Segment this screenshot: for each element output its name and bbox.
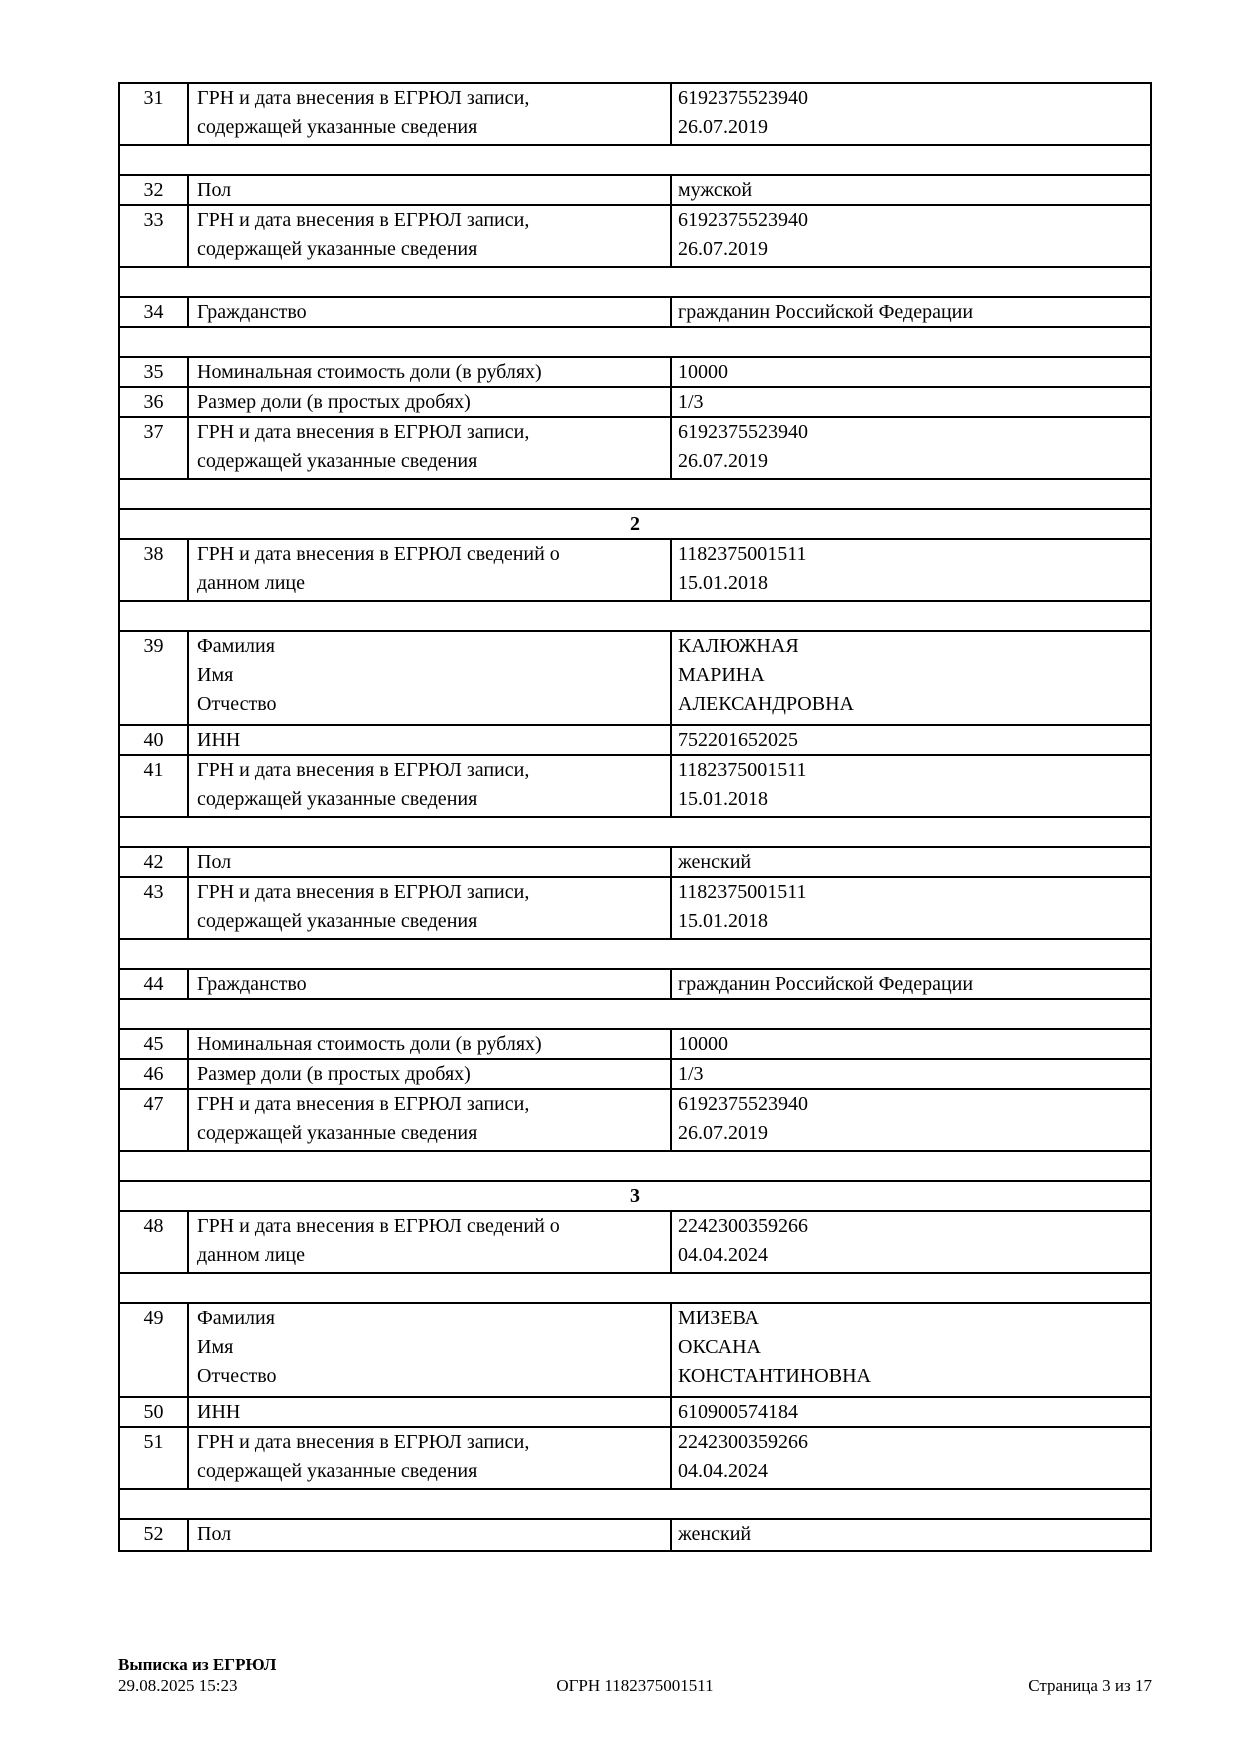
spacer-row [120, 1274, 1150, 1304]
table-row-46 [120, 1060, 1150, 1090]
row-number: 47 [120, 1090, 189, 1150]
row-value: женский [678, 851, 752, 873]
row-number: 34 [120, 298, 189, 326]
row-label: Пол [189, 1520, 672, 1550]
footer-document-title: Выписка из ЕГРЮЛ [118, 1655, 277, 1674]
table-row-42 [120, 848, 1150, 878]
row-number: 37 [120, 418, 189, 478]
table-row-39 [120, 632, 1150, 726]
row-label: Номинальная стоимость доли (в рублях) [189, 1030, 672, 1058]
row-label: ГРН и дата внесения в ЕГРЮЛ записи, содержащей указанные сведения [189, 1428, 672, 1488]
egrul-extract-table [118, 82, 1152, 1552]
row-label: ГРН и дата внесения в ЕГРЮЛ сведений о данном лице [189, 1212, 672, 1272]
row-value: 1182375001511 15.01.2018 [678, 759, 807, 810]
row-number: 51 [120, 1428, 189, 1488]
row-label: ГРН и дата внесения в ЕГРЮЛ сведений о данном лице [189, 540, 672, 600]
table-row-37 [120, 418, 1150, 480]
row-label: Фамилия Имя Отчество [189, 632, 672, 724]
row-number: 44 [120, 970, 189, 998]
spacer-row [120, 268, 1150, 298]
spacer-row [120, 1490, 1150, 1520]
row-value: МИЗЕВА ОКСАНА КОНСТАНТИНОВНА [678, 1307, 871, 1387]
spacer-row [120, 818, 1150, 848]
row-value: 10000 [678, 361, 728, 383]
section-header-2: 2 [120, 510, 1150, 540]
row-value: гражданин Российской Федерации [678, 301, 974, 323]
row-label: Пол [189, 848, 672, 876]
spacer-row [120, 1000, 1150, 1030]
row-value: 610900574184 [678, 1401, 798, 1423]
row-number: 49 [120, 1304, 189, 1396]
row-value: 6192375523940 26.07.2019 [678, 209, 808, 260]
row-value: 2242300359266 04.04.2024 [678, 1215, 808, 1266]
row-number: 42 [120, 848, 189, 876]
row-value: 1/3 [678, 1063, 704, 1085]
table-row-47 [120, 1090, 1150, 1152]
row-value: КАЛЮЖНАЯ МАРИНА АЛЕКСАНДРОВНА [678, 635, 854, 715]
row-value: 6192375523940 26.07.2019 [678, 1093, 808, 1144]
table-row-31 [120, 84, 1150, 146]
row-number: 52 [120, 1520, 189, 1550]
footer-ogrn: ОГРН 1182375001511 [556, 1676, 714, 1695]
table-row-36 [120, 388, 1150, 418]
spacer-row [120, 146, 1150, 176]
row-value: 6192375523940 26.07.2019 [678, 87, 808, 138]
row-label: Пол [189, 176, 672, 204]
row-label: ГРН и дата внесения в ЕГРЮЛ записи, содержащей указанные сведения [189, 418, 672, 478]
row-number: 39 [120, 632, 189, 724]
row-label: Гражданство [189, 298, 672, 326]
row-number: 38 [120, 540, 189, 600]
spacer-row [120, 1152, 1150, 1182]
row-value: 752201652025 [678, 729, 798, 751]
row-label: ГРН и дата внесения в ЕГРЮЛ записи, содержащей указанные сведения [189, 1090, 672, 1150]
row-label: ИНН [189, 726, 672, 754]
spacer-row [120, 602, 1150, 632]
row-number: 35 [120, 358, 189, 386]
row-number: 50 [120, 1398, 189, 1426]
footer-page-number: Страница 3 из 17 [1028, 1676, 1152, 1695]
row-number: 32 [120, 176, 189, 204]
table-row-45 [120, 1030, 1150, 1060]
section-header-3: 3 [120, 1182, 1150, 1212]
table-row-48 [120, 1212, 1150, 1274]
row-number: 45 [120, 1030, 189, 1058]
table-row-43 [120, 878, 1150, 940]
row-label: Фамилия Имя Отчество [189, 1304, 672, 1396]
row-value: 10000 [678, 1033, 728, 1055]
row-number: 43 [120, 878, 189, 938]
row-number: 36 [120, 388, 189, 416]
row-number: 48 [120, 1212, 189, 1272]
row-value: 1/3 [678, 391, 704, 413]
table-row-44 [120, 970, 1150, 1000]
row-value: женский [678, 1523, 752, 1545]
row-number: 33 [120, 206, 189, 266]
row-number: 41 [120, 756, 189, 816]
row-value: гражданин Российской Федерации [678, 973, 974, 995]
row-label: Гражданство [189, 970, 672, 998]
table-row-50 [120, 1398, 1150, 1428]
row-number: 31 [120, 84, 189, 144]
row-value: 1182375001511 15.01.2018 [678, 881, 807, 932]
spacer-row [120, 940, 1150, 970]
row-value: 2242300359266 04.04.2024 [678, 1431, 808, 1482]
row-label: ГРН и дата внесения в ЕГРЮЛ записи, содержащей указанные сведения [189, 756, 672, 816]
spacer-row [120, 480, 1150, 510]
row-number: 40 [120, 726, 189, 754]
row-label: ГРН и дата внесения в ЕГРЮЛ записи, содержащей указанные сведения [189, 878, 672, 938]
table-row-35 [120, 358, 1150, 388]
table-row-40 [120, 726, 1150, 756]
table-row-52 [120, 1520, 1150, 1550]
row-label: ГРН и дата внесения в ЕГРЮЛ записи, содержащей указанные сведения [189, 84, 672, 144]
row-label: ГРН и дата внесения в ЕГРЮЛ записи, содержащей указанные сведения [189, 206, 672, 266]
row-value: 1182375001511 15.01.2018 [678, 543, 807, 594]
row-value: мужской [678, 179, 753, 201]
row-label: Размер доли (в простых дробях) [189, 1060, 672, 1088]
table-row-32 [120, 176, 1150, 206]
table-row-38 [120, 540, 1150, 602]
row-label: Номинальная стоимость доли (в рублях) [189, 358, 672, 386]
spacer-row [120, 328, 1150, 358]
table-row-34 [120, 298, 1150, 328]
row-value: 6192375523940 26.07.2019 [678, 421, 808, 472]
table-row-33 [120, 206, 1150, 268]
row-label: ИНН [189, 1398, 672, 1426]
table-row-41 [120, 756, 1150, 818]
row-label: Размер доли (в простых дробях) [189, 388, 672, 416]
row-number: 46 [120, 1060, 189, 1088]
footer-datetime: 29.08.2025 15:23 [118, 1676, 238, 1695]
table-row-49 [120, 1304, 1150, 1398]
table-row-51 [120, 1428, 1150, 1490]
